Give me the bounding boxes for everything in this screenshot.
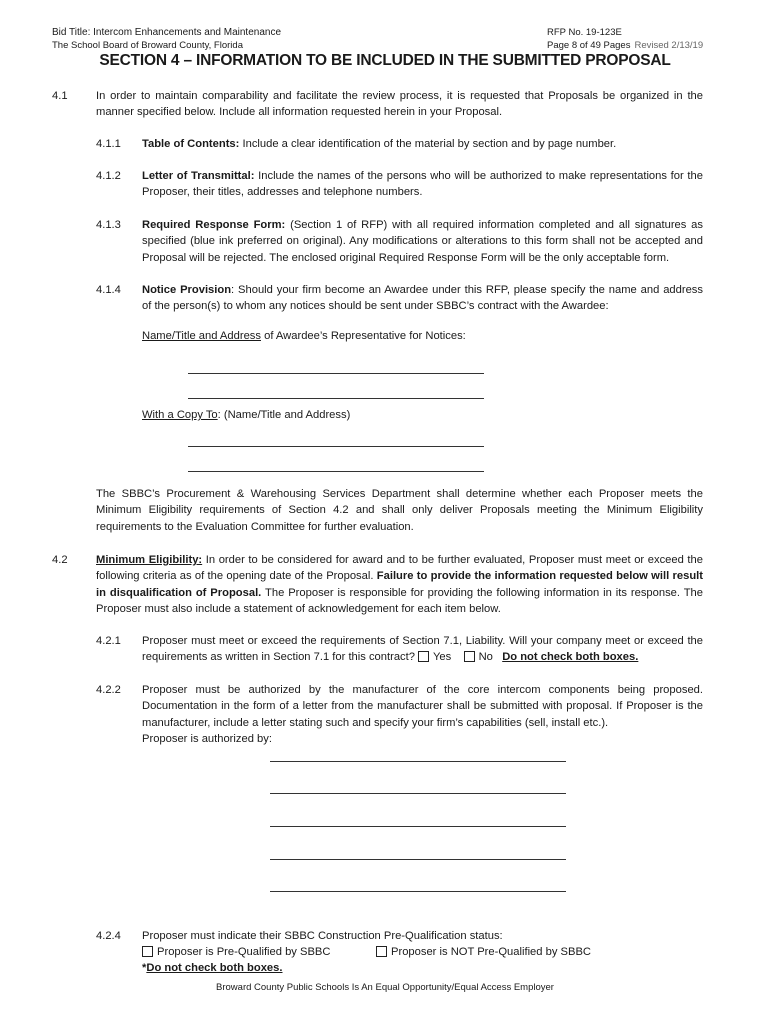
notice-name-line-1[interactable] [188, 373, 484, 374]
section-4-1-closing: The SBBC’s Procurement & Warehousing Services Department shall determine whether each Proposer meets the Minimum Eligibility requirements of Section 4.2 and shall only deliver Proposals meeting the Minimum Eligibility requirements to the Evaluation Committee for further evaluation. [96, 488, 703, 533]
rfp-number: RFP No. 19-123E [547, 27, 622, 38]
do-not-check-both-warning: Do not check both boxes. [502, 651, 639, 664]
school-board: The School Board of Broward County, Florida [52, 40, 243, 51]
section-4-2-4-number: 4.2.4 [96, 930, 121, 942]
section-4-1-2-text: Letter of Transmittal: Include the names of the persons who will be authorized to make representations for the Proposer, their titles, addresses and telephone numbers. [142, 170, 703, 199]
prequalified-checkbox[interactable] [142, 946, 153, 957]
copy-to-line-1[interactable] [188, 446, 484, 447]
section-4-1-4-number: 4.1.4 [96, 284, 121, 296]
section-4-1-text: In order to maintain comparability and facilitate the review process, it is requested that Proposals be organized in the manner specified below. Include all information requested herein in your Proposal. [96, 90, 703, 119]
section-title: SECTION 4 – INFORMATION TO BE INCLUDED IN THE SUBMITTED PROPOSAL [99, 52, 671, 69]
prequalified-label: Proposer is Pre-Qualified by SBBC [157, 946, 331, 958]
not-prequalified-checkbox[interactable] [376, 946, 387, 957]
section-4-2-text: Minimum Eligibility: In order to be considered for award and to be further evaluated, Proposer must meet or exceed the following criteria as of the opening date of the Proposal. Failure to provide the information requested below will result in disqualification of Proposal. The Proposer is responsible for providing the following information in its response. The Proposer must also include a statement of acknowledgement for each item below. [96, 554, 704, 615]
section-4-1-2-number: 4.1.2 [96, 170, 121, 182]
notice-name-line-2[interactable] [188, 398, 484, 399]
no-label: No [478, 651, 493, 664]
section-4-2-1-number: 4.2.1 [96, 635, 121, 647]
section-4-2-number: 4.2 [52, 554, 68, 566]
notice-name-label: Name/Title and Address of Awardee’s Representative for Notices: [142, 330, 466, 342]
bid-title: Bid Title: Intercom Enhancements and Maintenance [52, 27, 282, 38]
section-4-1-1-text: Table of Contents: Include a clear identification of the material by section and by page number. [142, 138, 617, 150]
no-checkbox[interactable] [464, 651, 475, 662]
section-4-2-2-text: Proposer must be authorized by the manufacturer of the core intercom components being proposed. Documentation in the form of a letter from the manufacturer shall be submitted with proposal. If Proposer is the manufacturer, include a letter stating such and specify your firm’s capabilities (sell, install etc.). [142, 684, 703, 729]
not-prequalified-label: Proposer is NOT Pre-Qualified by SBBC [391, 946, 591, 958]
authorized-by-line-1[interactable] [270, 761, 566, 762]
page-info: Page 8 of 49 Pages [547, 40, 631, 51]
section-4-2-4-text: Proposer must indicate their SBBC Construction Pre-Qualification status: [142, 930, 503, 942]
authorized-by-label: Proposer is authorized by: [142, 733, 272, 745]
revised-date: Revised 2/13/19 [634, 40, 704, 51]
copy-to-line-2[interactable] [188, 471, 484, 472]
section-4-1-3-number: 4.1.3 [96, 219, 121, 231]
copy-to-label: With a Copy To: (Name/Title and Address) [142, 409, 351, 421]
authorized-by-line-5[interactable] [270, 891, 566, 892]
section-4-1-4-text: Notice Provision: Should your firm become an Awardee under this RFP, please specify the name and address of the person(s) to whom any notices should be sent under SBBC’s contract with the Awardee: [142, 284, 703, 313]
authorized-by-line-3[interactable] [270, 826, 566, 827]
authorized-by-line-4[interactable] [270, 859, 566, 860]
section-4-1-1-number: 4.1.1 [96, 138, 121, 150]
section-4-1-3-text: Required Response Form: (Section 1 of RFP) with all required information completed and all signatures as specified (blue ink preferred on original). Any modifications or alterations to this form shall not be accepted and Proposal will be rejected. The enclosed original Required Response Form will be the only acceptable form. [142, 219, 703, 264]
authorized-by-line-2[interactable] [270, 793, 566, 794]
header-left [52, 26, 281, 52]
not-prequal-option [376, 944, 706, 960]
section-4-2-2-number: 4.2.2 [96, 684, 121, 696]
yes-checkbox[interactable] [418, 651, 429, 662]
prequal-warning: *Do not check both boxes. [142, 962, 283, 974]
footer-text: Broward County Public Schools Is An Equal Opportunity/Equal Access Employer [216, 982, 554, 993]
header-right [547, 26, 703, 52]
yes-label: Yes [432, 651, 452, 664]
section-4-1-number: 4.1 [52, 90, 68, 102]
section-4-2-1-text: Proposer must meet or exceed the requirements of Section 7.1, Liability. Will your company meet or exceed the requirements as written in Section 7.1 for this contract? Yes No Do not check both boxes. [142, 635, 703, 664]
